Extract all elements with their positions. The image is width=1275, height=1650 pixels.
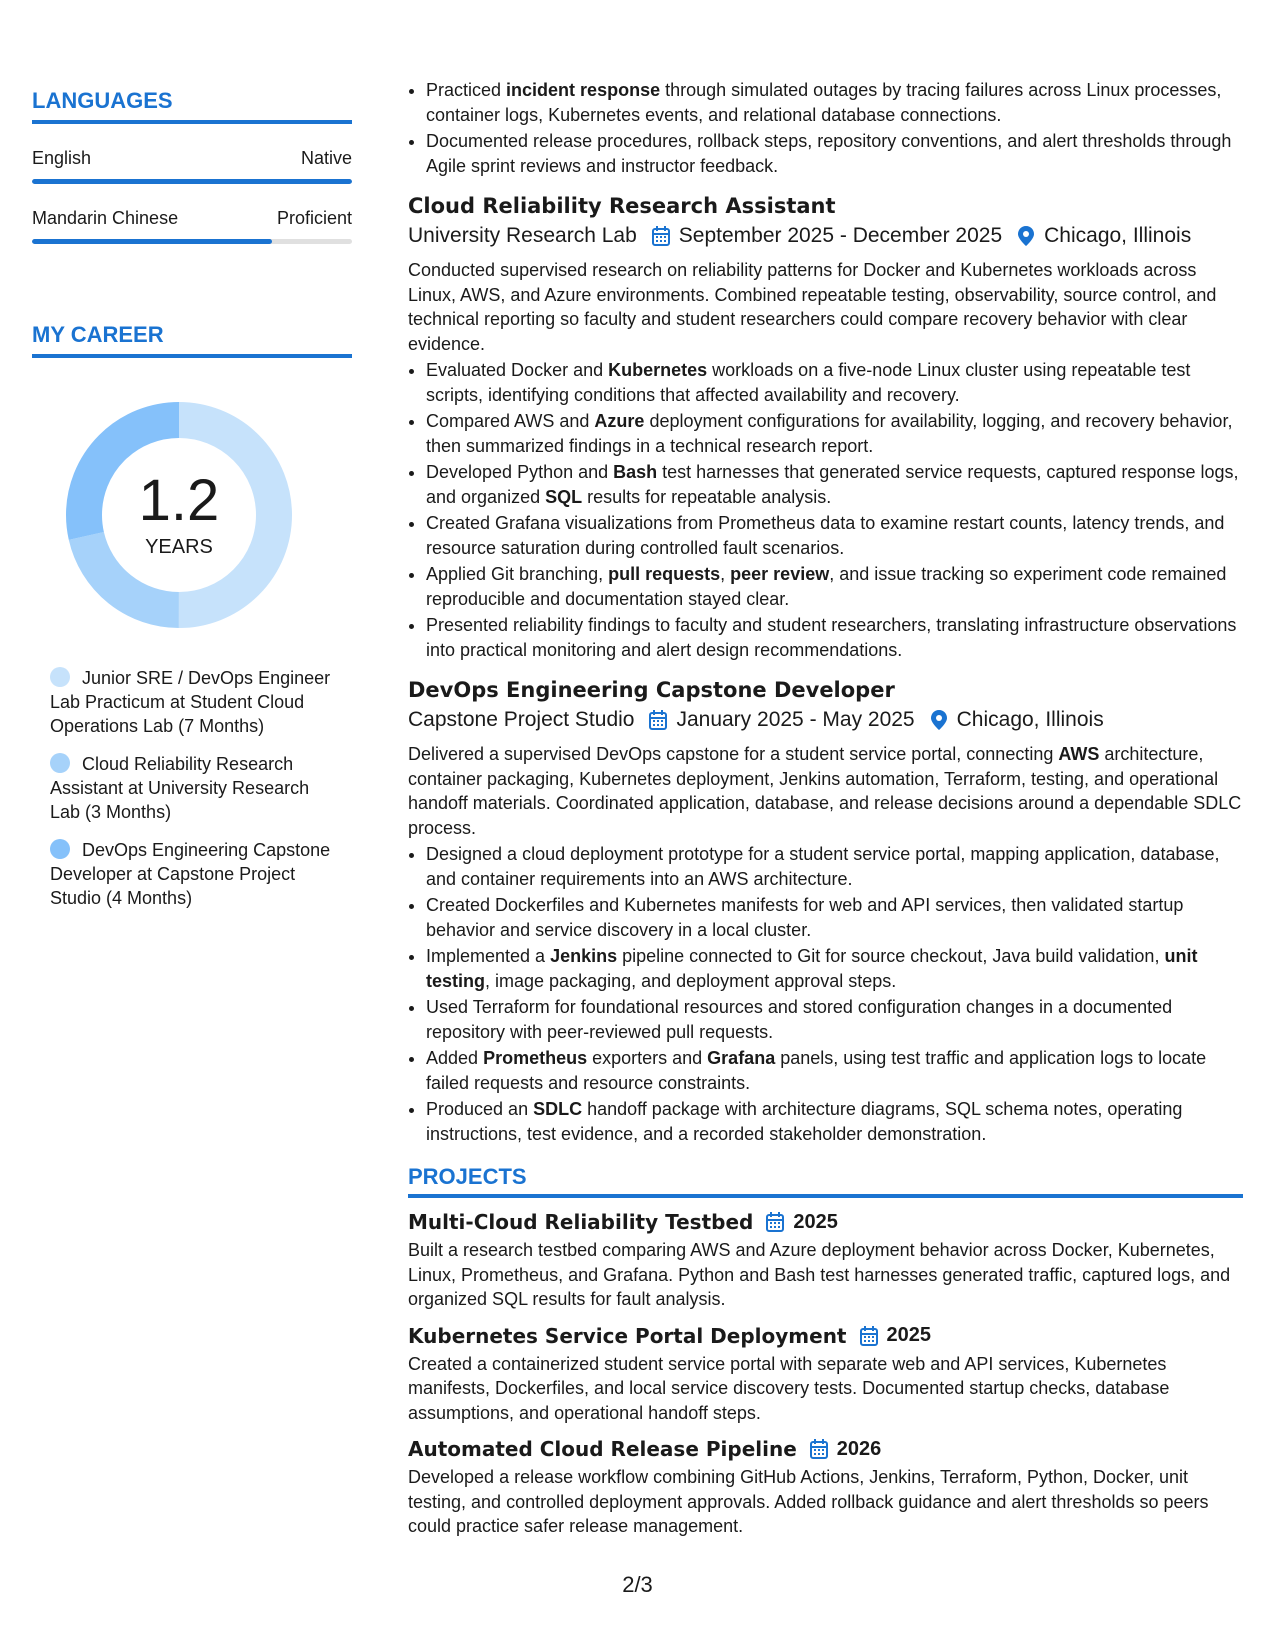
career-legend-item <box>50 666 340 738</box>
location-pin-icon <box>1016 225 1036 247</box>
language-proficiency-fill <box>32 179 352 184</box>
job-meta <box>408 224 1243 248</box>
bullet-item: • Presented reliability findings to faculty and student researchers, translating infrastructure observations into practical monitoring and alert design recommendations. <box>426 613 1243 662</box>
language-proficiency-fill <box>32 239 272 244</box>
page-number: 2/3 <box>622 1572 653 1597</box>
project-year: 2025 <box>793 1210 838 1233</box>
job-dates: September 2025 - December 2025 <box>678 224 1003 247</box>
legend-label: Junior SRE / DevOps Engineer Lab Practicum at Student Cloud Operations Lab (7 Months) <box>50 668 331 736</box>
project-year: 2025 <box>886 1324 931 1346</box>
calendar-icon <box>859 1325 879 1347</box>
job-bullets <box>408 842 1243 1146</box>
project-title: Kubernetes Service Portal Deployment <box>408 1323 847 1348</box>
language-proficiency-bar <box>32 179 352 184</box>
project-entry <box>408 1210 1243 1312</box>
location-pin-icon <box>929 709 949 731</box>
career-donut-chart <box>64 400 294 630</box>
bullet-item: • Compared AWS and Azure deployment configurations for availability, logging, and recovery behavior, then summarized findings in a technical research report. <box>426 409 1243 458</box>
bullet-item: • Implemented a Jenkins pipeline connected to Git for source checkout, Java build validation, unit testing, image packaging, and deployment approval steps. <box>426 944 1243 993</box>
language-item <box>32 148 352 184</box>
job-company: University Research Lab <box>408 224 637 247</box>
legend-dot <box>50 753 70 773</box>
language-item <box>32 208 352 244</box>
projects-heading: PROJECTS <box>408 1164 1243 1198</box>
bullet-item: • Created Grafana visualizations from Prometheus data to examine restart counts, latency trends, and resource saturation during controlled fault scenarios. <box>426 511 1243 560</box>
career-legend <box>32 666 352 910</box>
calendar-icon <box>651 225 671 247</box>
language-name: English <box>32 148 92 168</box>
career-total-unit: YEARS <box>145 535 213 558</box>
bullet-item: • Evaluated Docker and Kubernetes workloads on a five-node Linux cluster using repeatable test scripts, identifying conditions that affected availability and recovery. <box>426 358 1243 407</box>
job-location: Chicago, Illinois <box>1044 224 1192 247</box>
legend-label: Cloud Reliability Research Assistant at University Research Lab (3 Months) <box>50 754 310 822</box>
bullet-item: • Developed Python and Bash test harnesses that generated service requests, captured response logs, and organized SQL results for repeatable analysis. <box>426 460 1243 509</box>
job-meta <box>408 708 1243 732</box>
job-dates: January 2025 - May 2025 <box>676 708 915 731</box>
project-title: Automated Cloud Release Pipeline <box>408 1437 797 1461</box>
calendar-icon <box>809 1438 829 1460</box>
bullet-item: • Documented release procedures, rollback steps, repository conventions, and alert thresholds through Agile sprint reviews and instructor feedback. <box>426 129 1243 178</box>
bullet-item: • Designed a cloud deployment prototype for a student service portal, mapping application, database, and container requirements into an AWS architecture. <box>426 842 1243 891</box>
legend-dot <box>50 839 70 859</box>
project-description: Built a research testbed comparing AWS and Azure deployment behavior across Docker, Kubernetes, Linux, Prometheus, and Grafana. Python and Bash test harnesses generated traffic, captured logs, and organized SQL results for fault analysis. <box>408 1240 1231 1309</box>
bullet-item: • Produced an SDLC handoff package with architecture diagrams, SQL schema notes, operating instructions, test evidence, and a recorded stakeholder demonstration. <box>426 1097 1243 1146</box>
job-title: DevOps Engineering Capstone Developer <box>408 678 895 702</box>
job-company: Capstone Project Studio <box>408 708 635 731</box>
bullet-item: • Applied Git branching, pull requests, peer review, and issue tracking so experiment code remained reproducible and documentation stayed clear. <box>426 562 1243 611</box>
job-location: Chicago, Illinois <box>956 708 1104 731</box>
job-summary: Conducted supervised research on reliability patterns for Docker and Kubernetes workloads across Linux, AWS, and Azure environments. Combined repeatable testing, observability, source control, and technical reporting so faculty and student researchers could compare recovery behavior with clear evidence. <box>408 260 1217 354</box>
job-title: Cloud Reliability Research Assistant <box>408 194 836 218</box>
language-level: Native <box>300 148 352 168</box>
job-bullets <box>408 358 1243 662</box>
job-entry <box>408 678 1243 1146</box>
calendar-icon <box>765 1211 785 1233</box>
project-entry <box>408 1437 1243 1539</box>
project-entry <box>408 1324 1243 1426</box>
bullet-item: • Practiced incident response through simulated outages by tracing failures across Linux processes, container logs, Kubernetes events, and relational database connections. <box>426 78 1243 127</box>
job-entry <box>408 194 1243 662</box>
sidebar <box>32 88 352 924</box>
career-legend-item <box>50 752 340 824</box>
job-summary: Delivered a supervised DevOps capstone for a student service portal, connecting AWS architecture, container packaging, Kubernetes deployment, Jenkins automation, Terraform, testing, and operational handoff materials. Coordinated application, database, and release decisions around a dependable SDLC process. <box>408 744 1242 838</box>
language-name: Mandarin Chinese <box>32 208 179 228</box>
language-level: Proficient <box>276 208 352 228</box>
project-title: Multi-Cloud Reliability Testbed <box>408 1210 754 1234</box>
bullet-item: • Added Prometheus exporters and Grafana panels, using test traffic and application logs to locate failed requests and resource constraints. <box>426 1046 1243 1095</box>
bullet-item: • Used Terraform for foundational resources and stored configuration changes in a documented repository with peer-reviewed pull requests. <box>426 995 1243 1044</box>
project-description: Developed a release workflow combining GitHub Actions, Jenkins, Terraform, Python, Docker, unit testing, and controlled deployment approvals. Added rollback guidance and alert thresholds so peers could practice safer release management. <box>408 1467 1209 1536</box>
project-description: Created a containerized student service portal with separate web and API services, Kubernetes manifests, Dockerfiles, and local service discovery tests. Documented startup checks, database assumptions, and operational handoff steps. <box>408 1353 1170 1423</box>
career-legend-item <box>50 838 340 910</box>
main-content <box>408 78 1243 1539</box>
languages-heading: LANGUAGES <box>32 88 352 124</box>
bullet-item: • Created Dockerfiles and Kubernetes manifests for web and API services, then validated startup behavior and service discovery in a local cluster. <box>426 893 1243 942</box>
career-total-value: 1.2 <box>138 467 220 533</box>
language-proficiency-bar <box>32 239 352 244</box>
legend-label: DevOps Engineering Capstone Developer at Capstone Project Studio (4 Months) <box>50 840 331 908</box>
career-heading: MY CAREER <box>32 322 352 358</box>
previous-job-bullets <box>408 78 1243 178</box>
legend-dot <box>50 667 70 687</box>
project-year: 2026 <box>836 1437 882 1460</box>
calendar-icon <box>648 709 668 731</box>
